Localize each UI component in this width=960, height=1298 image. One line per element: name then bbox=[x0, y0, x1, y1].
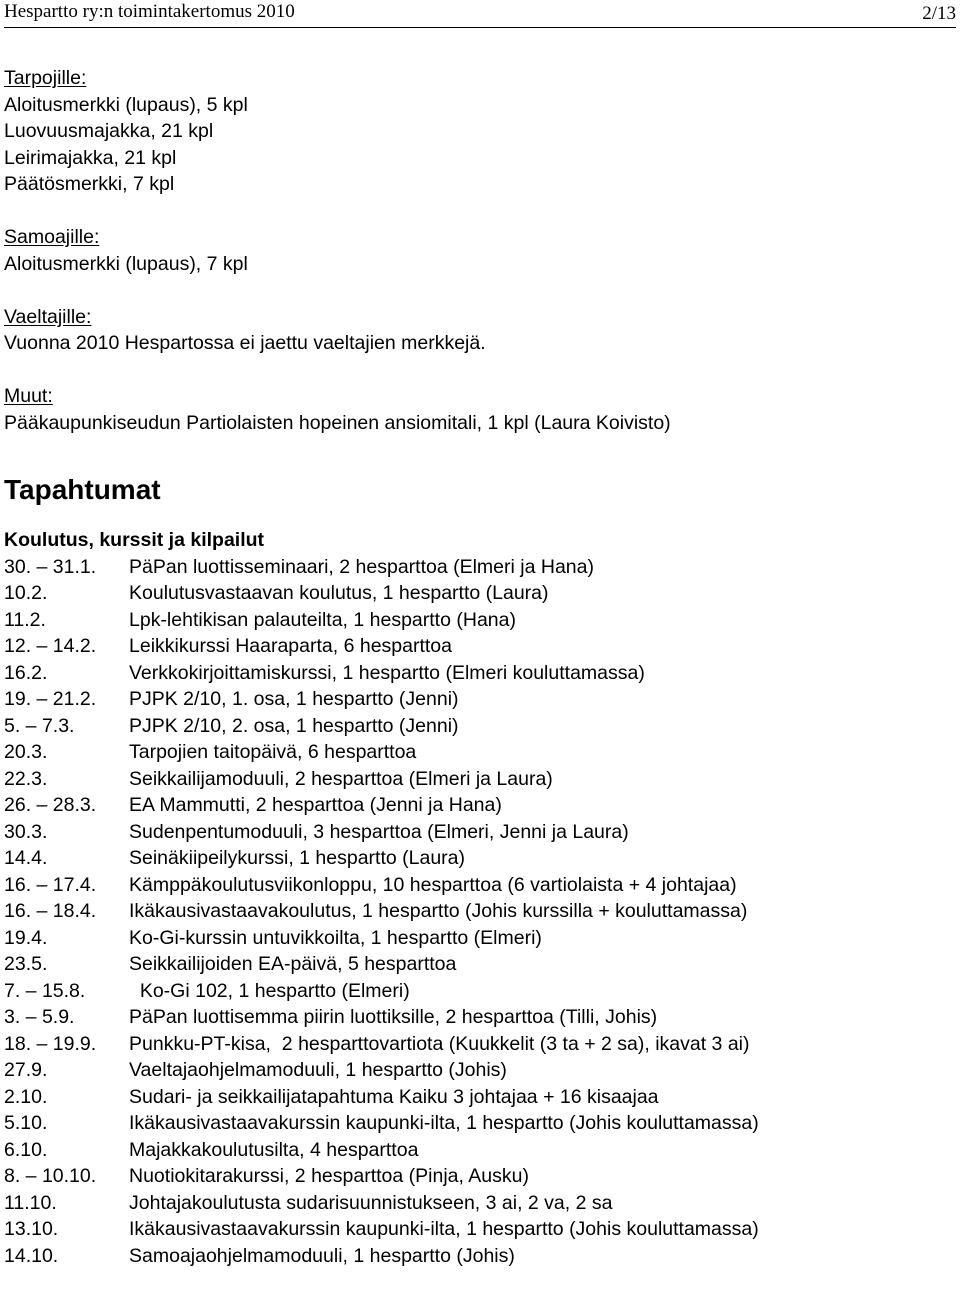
event-description: Vaeltajaohjelmamoduuli, 1 hespartto (Johis) bbox=[129, 1059, 507, 1081]
event-list bbox=[4, 554, 956, 1270]
event-row bbox=[4, 819, 956, 846]
event-description: Leikkikurssi Haaraparta, 6 hesparttoa bbox=[129, 635, 452, 657]
event-row bbox=[4, 1084, 956, 1111]
event-description: Tarpojien taitopäivä, 6 hesparttoa bbox=[129, 741, 417, 763]
spacer bbox=[4, 277, 956, 304]
badges-vaeltajille-section bbox=[4, 304, 956, 357]
event-date: 6.10. bbox=[4, 1138, 48, 1161]
spacer bbox=[4, 198, 956, 225]
event-row bbox=[4, 978, 956, 1005]
event-description: Majakkakoulutusilta, 4 hesparttoa bbox=[129, 1138, 419, 1161]
event-row bbox=[4, 1243, 956, 1270]
event-row bbox=[4, 1163, 956, 1190]
event-description: Sudari- ja seikkailijatapahtuma Kaiku 3 johtajaa + 16 kisaajaa bbox=[129, 1085, 659, 1108]
section-label-tarpojille: Tarpojille: bbox=[4, 67, 87, 89]
event-date: 27.9. bbox=[4, 1059, 48, 1081]
event-row bbox=[4, 1004, 956, 1031]
event-row bbox=[4, 739, 956, 766]
badge-item: Aloitusmerkki (lupaus), 5 kpl bbox=[4, 93, 248, 116]
event-description: Verkkokirjoittamiskurssi, 1 hespartto (Elmeri kouluttamassa) bbox=[129, 661, 645, 684]
event-description: Koulutusvastaavan koulutus, 1 hespartto (Laura) bbox=[129, 582, 549, 604]
event-date: 12. – 14.2. bbox=[4, 635, 97, 657]
event-date: 30.3. bbox=[4, 820, 48, 843]
event-date: 11.2. bbox=[4, 608, 46, 631]
event-description: Seinäkiipeilykurssi, 1 hespartto (Laura) bbox=[129, 847, 465, 869]
event-row bbox=[4, 925, 956, 952]
event-date: 19.4. bbox=[4, 926, 48, 949]
event-row bbox=[4, 554, 956, 581]
event-row bbox=[4, 872, 956, 899]
event-date: 8. – 10.10. bbox=[4, 1165, 97, 1187]
event-row bbox=[4, 766, 956, 793]
events-subheading: Koulutus, kurssit ja kilpailut bbox=[4, 529, 265, 551]
document-body bbox=[4, 65, 956, 1269]
event-description: Samoajaohjelmamoduuli, 1 hespartto (Johis) bbox=[129, 1244, 515, 1267]
event-description: Lpk-lehtikisan palauteilta, 1 hespartto (Hana) bbox=[129, 608, 516, 631]
event-row bbox=[4, 633, 956, 660]
event-description: Kämppäkoulutusviikonloppu, 10 hesparttoa (6 vartiolaista + 4 johtajaa) bbox=[129, 873, 737, 896]
event-row bbox=[4, 1057, 956, 1084]
event-description: Seikkailijoiden EA-päivä, 5 hesparttoa bbox=[129, 953, 457, 975]
event-date: 26. – 28.3. bbox=[4, 794, 97, 816]
event-date: 5.10. bbox=[4, 1112, 48, 1134]
page-header bbox=[4, 0, 956, 28]
event-row bbox=[4, 686, 956, 713]
event-description: Ikäkausivastaavakurssin kaupunki-ilta, 1 hespartto (Johis kouluttamassa) bbox=[129, 1112, 759, 1134]
event-date: 2.10. bbox=[4, 1085, 48, 1108]
event-row bbox=[4, 792, 956, 819]
event-row bbox=[4, 845, 956, 872]
event-row bbox=[4, 1137, 956, 1164]
event-row bbox=[4, 580, 956, 607]
event-date: 18. – 19.9. bbox=[4, 1032, 97, 1055]
badge-item: Päätösmerkki, 7 kpl bbox=[4, 173, 175, 195]
event-description: Ikäkausivastaavakoulutus, 1 hespartto (Johis kurssilla + kouluttamassa) bbox=[129, 900, 748, 922]
event-description: Johtajakoulutusta sudarisuunnistukseen, 3 ai, 2 va, 2 sa bbox=[129, 1191, 613, 1214]
event-date: 22.3. bbox=[4, 767, 48, 790]
badge-item: Vuonna 2010 Hespartossa ei jaettu vaeltajien merkkejä. bbox=[4, 332, 486, 354]
event-description: Seikkailijamoduuli, 2 hesparttoa (Elmeri ja Laura) bbox=[129, 767, 553, 790]
event-date: 11.10. bbox=[4, 1191, 57, 1214]
badge-item: Luovuusmajakka, 21 kpl bbox=[4, 120, 214, 142]
event-row bbox=[4, 951, 956, 978]
event-row bbox=[4, 898, 956, 925]
event-date: 5. – 7.3. bbox=[4, 714, 75, 737]
badges-muut-section bbox=[4, 383, 956, 436]
event-description: Ko-Gi-kurssin untuvikkoilta, 1 hespartto (Elmeri) bbox=[129, 926, 542, 949]
document-title: Hespartto ry:n toimintakertomus 2010 bbox=[4, 1, 295, 22]
spacer bbox=[4, 357, 956, 384]
event-date: 7. – 15.8. bbox=[4, 979, 86, 1002]
section-label-muut: Muut: bbox=[4, 385, 53, 407]
event-row bbox=[4, 1216, 956, 1243]
event-date: 14.4. bbox=[4, 847, 48, 869]
event-date: 20.3. bbox=[4, 741, 48, 763]
event-row bbox=[4, 1110, 956, 1137]
event-description: PJPK 2/10, 1. osa, 1 hespartto (Jenni) bbox=[129, 688, 459, 710]
event-date: 16.2. bbox=[4, 661, 48, 684]
event-row bbox=[4, 660, 956, 687]
badge-item: Leirimajakka, 21 kpl bbox=[4, 146, 177, 169]
page-number: 2/13 bbox=[922, 3, 956, 24]
event-row bbox=[4, 607, 956, 634]
event-row bbox=[4, 713, 956, 740]
event-row bbox=[4, 1190, 956, 1217]
event-date: 16. – 18.4. bbox=[4, 900, 97, 922]
event-description: Sudenpentumoduuli, 3 hesparttoa (Elmeri, Jenni ja Laura) bbox=[129, 820, 629, 843]
event-date: 3. – 5.9. bbox=[4, 1006, 75, 1028]
badge-item: Aloitusmerkki (lupaus), 7 kpl bbox=[4, 252, 248, 275]
events-heading: Tapahtumat bbox=[4, 474, 161, 505]
badges-samoajille-section bbox=[4, 224, 956, 277]
event-date: 10.2. bbox=[4, 582, 48, 604]
badge-item: Pääkaupunkiseudun Partiolaisten hopeinen ansiomitali, 1 kpl (Laura Koivisto) bbox=[4, 411, 671, 434]
event-description: PJPK 2/10, 2. osa, 1 hespartto (Jenni) bbox=[129, 714, 459, 737]
event-date: 19. – 21.2. bbox=[4, 688, 97, 710]
event-description: Punkku-PT-kisa, 2 hesparttovartiota (Kuukkelit (3 ta + 2 sa), ikavat 3 ai) bbox=[129, 1032, 750, 1055]
event-date: 23.5. bbox=[4, 953, 48, 975]
event-description: EA Mammutti, 2 hesparttoa (Jenni ja Hana) bbox=[129, 794, 502, 816]
event-description: Ko-Gi 102, 1 hespartto (Elmeri) bbox=[129, 979, 410, 1002]
section-label-vaeltajille: Vaeltajille: bbox=[4, 305, 92, 328]
event-date: 14.10. bbox=[4, 1244, 59, 1267]
event-description: Ikäkausivastaavakurssin kaupunki-ilta, 1 hespartto (Johis kouluttamassa) bbox=[129, 1218, 759, 1240]
event-description: PäPan luottisseminaari, 2 hesparttoa (Elmeri ja Hana) bbox=[129, 555, 594, 578]
event-description: Nuotiokitarakurssi, 2 hesparttoa (Pinja, Ausku) bbox=[129, 1165, 529, 1187]
section-label-samoajille: Samoajille: bbox=[4, 226, 100, 248]
event-date: 13.10. bbox=[4, 1218, 59, 1240]
event-description: PäPan luottisemma piirin luottiksille, 2 hesparttoa (Tilli, Johis) bbox=[129, 1006, 658, 1028]
event-row bbox=[4, 1031, 956, 1058]
event-date: 30. – 31.1. bbox=[4, 555, 97, 578]
event-date: 16. – 17.4. bbox=[4, 873, 97, 896]
badges-tarpojille-section bbox=[4, 65, 956, 198]
